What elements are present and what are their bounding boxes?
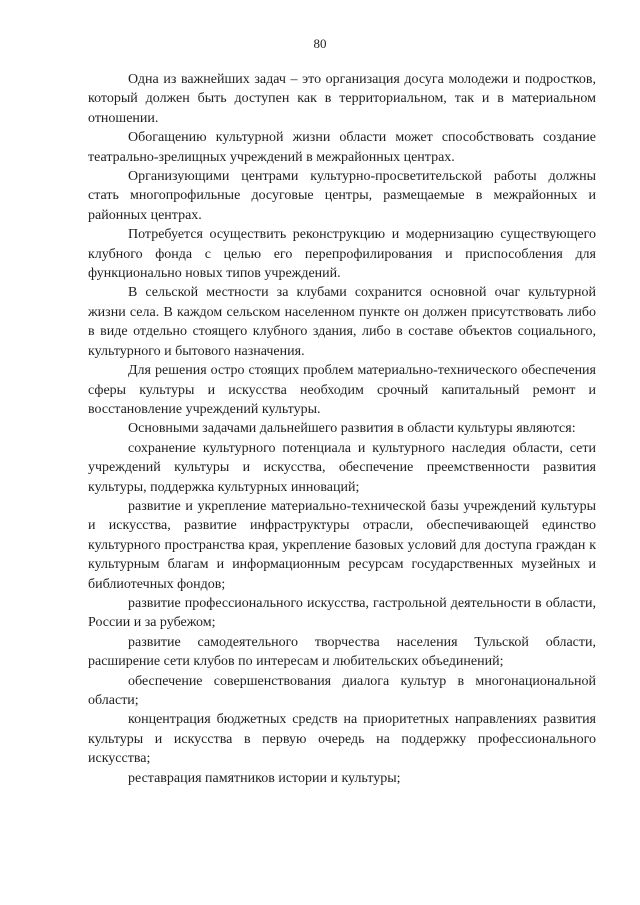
list-item-7: реставрация памятников истории и культуры; [128,770,401,786]
list-item-1: сохранение культурного потенциала и культурного наследия области, сети учреждений культуры и искусства, обеспечение преемственности развития культуры, поддержка культурных инноваций; [88,440,596,495]
paragraph-1: Одна из важнейших задач – это организация досуга молодежи и подростков, который должен быть доступен как в территориальном, так и в материальном отношении. [88,72,596,126]
paragraph-7: Основными задачами дальнейшего развития в области культуры являются: [128,421,576,437]
list-item-4: развитие самодеятельного творчества населения Тульской области, расширение сети клубов по интересам и любительских объединений; [88,634,596,670]
paragraph-6: Для решения остро стоящих проблем материально-технического обеспечения сферы культуры и искусства необходим срочный капитальный ремонт и восстановление учреждений культуры. [88,363,596,417]
list-item-2: развитие и укрепление материально-технической базы учреждений культуры и искусства, развитие инфраструктуры отрасли, обеспечивающей единство культурного пространства края, укрепление базовых условий для доступа граждан к культурным благам и информационным ресурсам государственных музейных и библиотечных фондов; [88,498,596,592]
paragraph-4: Потребуется осуществить реконструкцию и модернизацию существующего клубного фонда с целью его перепрофилирования и приспособления для функционально новых типов учреждений. [88,227,596,282]
page-number: 80 [313,36,327,51]
paragraph-2: Обогащению культурной жизни области может способствовать создание театрально-зрелищных учреждений в межрайонных центрах. [88,130,596,165]
paragraph-5: В сельской местности за клубами сохранится основной очаг культурной жизни села. В каждом сельском населенном пункте он должен присутствовать либо в виде отдельно стоящего клубного здания, либо в составе объектов социального, культурного и бытового назначения. [88,285,596,359]
list-item-6: концентрация бюджетных средств на приоритетных направлениях развития культуры и искусства в первую очередь на поддержку профессионального искусства; [88,712,596,767]
list-item-5: обеспечение совершенствования диалога культур в многонациональной области; [88,673,596,708]
list-item-3: развитие профессионального искусства, гастрольной деятельности в области, России и за рубежом; [88,595,596,631]
page-body [88,70,596,788]
paragraph-3: Организующими центрами культурно-просветительской работы должны стать многопрофильные досуговые центры, размещаемые в межрайонных и районных центрах. [88,169,596,223]
